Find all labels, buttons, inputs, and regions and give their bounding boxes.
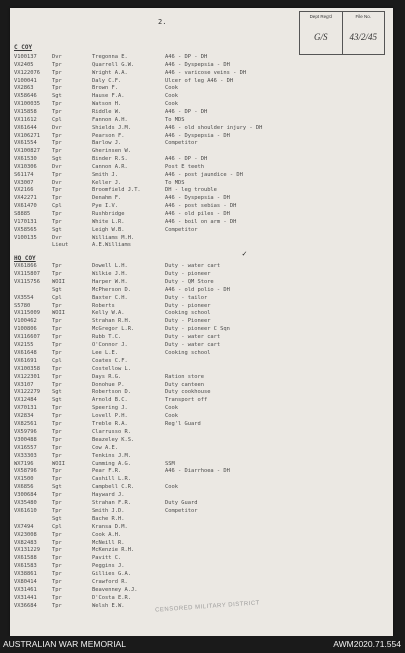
member-name: Leigh W.B. [92, 226, 125, 233]
member-name: Donohue P. [92, 381, 125, 388]
stamp-header-dept: Dept Reg'd [309, 14, 332, 19]
remarks: A46 - Dyspepsia - DH [165, 195, 230, 202]
remarks: Duty canteen [165, 381, 204, 388]
watermark-stamp: CENSORED MILITARY DISTRICT [154, 600, 261, 614]
member-name: White L.R. [92, 218, 125, 225]
rank: Tpr [52, 326, 62, 333]
member-name: Pearson F. [92, 132, 125, 139]
rank: Tpr [52, 349, 62, 356]
remarks: Duty cookhouse [165, 389, 211, 396]
service-number: VX6856 [14, 484, 34, 491]
service-number: VX58646 [14, 93, 37, 100]
service-number: VX100035 [14, 101, 40, 108]
rank: Tpr [52, 405, 62, 412]
rank: Tpr [52, 218, 62, 225]
rank: Tpr [52, 148, 62, 155]
rank: Cpl [52, 203, 62, 210]
service-number: V300684 [14, 492, 37, 499]
member-name: Binder R.S. [92, 156, 128, 163]
member-name: Smith J. [92, 171, 118, 178]
page-number: 2. [158, 18, 167, 26]
rank: Tpr [52, 436, 62, 443]
service-number: VX82483 [14, 539, 37, 546]
member-name: Gherinsen W. [92, 148, 131, 155]
rank: Cpl [52, 357, 62, 364]
member-name: Shields J.M. [92, 124, 131, 131]
remarks: A46 - post sebias - DH [165, 203, 237, 210]
remarks: To MDS [165, 116, 185, 123]
rank: Tpr [52, 85, 62, 92]
remarks: Duty Guard [165, 500, 198, 506]
service-number: VX31461 [14, 586, 37, 593]
member-name: Keller J. [92, 179, 122, 186]
service-number: VX3107 [14, 381, 34, 388]
member-name: Pavitt C. [92, 555, 122, 562]
service-number: S61174 [14, 171, 34, 178]
remarks: Cook [165, 101, 178, 108]
stamp-value-dept: G/S [314, 32, 328, 42]
member-name: Strahan R.H. [92, 318, 131, 325]
remarks: Duty - pioneer C Sqn [165, 326, 230, 333]
rank: Tpr [52, 171, 62, 178]
rank: Dvr [52, 124, 62, 131]
remarks: Duty - tailor [165, 294, 208, 301]
rank: Tpr [52, 594, 62, 601]
member-name: McGregor L.R. [92, 326, 135, 333]
remarks: SSM [165, 460, 175, 467]
remarks: Cooking school [165, 310, 211, 317]
member-name: Hause F.A. [92, 93, 125, 100]
service-number: VX80414 [14, 579, 37, 585]
service-number: V170131 [14, 218, 37, 225]
service-number: VX100358 [14, 365, 40, 372]
remarks: Ulcer of leg A46 - DH [165, 77, 234, 84]
rank: Tpr [52, 507, 62, 514]
member-name: Bache R.H. [92, 515, 125, 522]
rank: Dvr [52, 163, 62, 170]
rank: Sgt [52, 93, 62, 100]
remarks: Cook [165, 93, 178, 100]
member-name: Cannon A.R. [92, 163, 128, 170]
member-name: Costellow L. [92, 365, 131, 372]
rank: Tpr [52, 342, 62, 348]
service-number: VX36684 [14, 602, 37, 609]
service-number: VX11612 [14, 116, 37, 123]
member-name: Rubb T.C. [92, 334, 122, 341]
remarks: Competitor [165, 226, 198, 233]
member-name: A.E.Williams [92, 242, 131, 249]
service-number: VX58796 [14, 468, 37, 475]
member-name: Speering J. [92, 405, 128, 412]
service-number: VX115009 [14, 310, 40, 317]
member-name: Cumming A.G. [92, 460, 131, 467]
service-number: VX2405 [14, 61, 34, 68]
footer-institution: AUSTRALIAN WAR MEMORIAL [3, 639, 126, 649]
member-name: Strahan F.R. [92, 500, 131, 506]
rank: Dvr [52, 234, 62, 241]
member-name: Lee L.E. [92, 349, 118, 356]
service-number: VX61554 [14, 140, 37, 147]
remarks: Cook [165, 85, 178, 92]
service-number: VX61691 [14, 357, 37, 364]
member-name: Cook A.H. [92, 531, 122, 538]
member-name: Pear F.R. [92, 468, 122, 475]
member-name: D'Costa E.R. [92, 594, 131, 601]
rank: Tpr [52, 579, 62, 585]
member-name: Pye I.V. [92, 203, 118, 210]
service-number: VX61644 [14, 124, 37, 131]
member-name: Treble R.A. [92, 421, 128, 427]
rank: Tpr [52, 270, 62, 277]
member-name: Gillies G.A. [92, 571, 131, 578]
footer-bar [0, 636, 405, 653]
member-name: Quarrell G.W. [92, 61, 135, 68]
member-name: Days R.G. [92, 373, 122, 380]
rank: Tpr [52, 373, 62, 380]
service-number: VX42271 [14, 195, 37, 202]
member-name: Peggins J. [92, 563, 125, 570]
service-number: VX23008 [14, 531, 37, 538]
rank: Tpr [52, 547, 62, 554]
rank: Tpr [52, 187, 62, 194]
remarks: Competitor [165, 140, 198, 147]
member-name: Watson H. [92, 101, 122, 108]
remarks: Cook [165, 484, 178, 491]
service-number: V100462 [14, 318, 37, 325]
rank: WOII [52, 278, 65, 285]
rank: Tpr [52, 318, 62, 325]
member-name: Welsh E.W. [92, 602, 125, 609]
member-name: Wilkie J.H. [92, 270, 128, 277]
service-number: VX59796 [14, 428, 37, 435]
service-number: VX15858 [14, 108, 37, 115]
rank: Tpr [52, 602, 62, 609]
member-name: Wright A.A. [92, 69, 128, 76]
rank: Tpr [52, 452, 62, 459]
service-number: VX58565 [14, 226, 37, 233]
rank: Tpr [52, 531, 62, 538]
rank: Tpr [52, 334, 62, 341]
member-name: Rushbridge [92, 211, 125, 217]
rank: Tpr [52, 211, 62, 217]
stamp-header-file: File No. [355, 14, 371, 19]
service-number: VX82561 [14, 421, 37, 427]
rank: Tpr [52, 563, 62, 570]
rank: Tpr [52, 263, 62, 269]
rank: Tpr [52, 365, 62, 372]
service-number: V300488 [14, 436, 37, 443]
member-name: Riddle W. [92, 108, 122, 115]
rank: Tpr [52, 586, 62, 593]
member-name: Beazeley K.S. [92, 436, 135, 443]
service-number: VX33303 [14, 452, 37, 459]
rank: Tpr [52, 428, 62, 435]
remarks: Competitor [165, 507, 198, 514]
remarks: Duty - water cart [165, 263, 221, 269]
service-number: VX1500 [14, 476, 34, 483]
service-number: VX106271 [14, 132, 40, 139]
rank: Tpr [52, 413, 62, 420]
rank: Tpr [52, 302, 62, 309]
member-name: Tregonna E. [92, 54, 128, 60]
service-number: VX61470 [14, 203, 37, 210]
member-name: Kransa D.M. [92, 523, 128, 530]
service-number: VX12484 [14, 397, 37, 404]
member-name: Arnold B.C. [92, 397, 128, 404]
rank: Sgt [52, 515, 62, 522]
service-number: VX61866 [14, 263, 37, 269]
remarks: Ration store [165, 373, 204, 380]
rank: Sgt [52, 484, 62, 491]
remarks: A46 - old shoulder injury - DH [165, 124, 263, 131]
remarks: A46 - old polio - DH [165, 286, 230, 293]
service-number: VX61610 [14, 507, 37, 514]
rank: Sgt [52, 397, 62, 404]
rank: Cpl [52, 116, 62, 123]
stamp-value-file: 43/2/45 [349, 32, 377, 42]
service-number: VX100827 [14, 148, 40, 155]
remarks: Duty - Pioneer [165, 318, 211, 325]
footer-accession: AWM2020.71.554 [333, 639, 401, 649]
member-name: Cow A.E. [92, 444, 118, 451]
rank: Tpr [52, 421, 62, 427]
rank: Tpr [52, 500, 62, 506]
member-name: Hayward J. [92, 492, 125, 499]
service-number: S5780 [14, 302, 31, 309]
remarks: Cooking school [165, 349, 211, 356]
rank: Tpr [52, 571, 62, 578]
rank: Cpl [52, 523, 62, 530]
member-name: Campbell C.R. [92, 484, 135, 491]
remarks: A46 - DP - DH [165, 156, 208, 163]
rank: Tpr [52, 132, 62, 139]
remarks: Transport off [165, 397, 208, 404]
service-number: VX122076 [14, 69, 40, 76]
member-name: Broomfield J.T. [92, 187, 141, 194]
service-number: VX115756 [14, 278, 40, 285]
service-number: VX31441 [14, 594, 37, 601]
remarks: Duty - QM Store [165, 278, 214, 285]
stamp-col-dept [300, 12, 343, 54]
check-mark-icon: ✓ [242, 249, 247, 258]
service-number: V100135 [14, 234, 37, 241]
service-number: VX61648 [14, 349, 37, 356]
service-number: VX7494 [14, 523, 34, 530]
remarks: A46 - varicose veins - DH [165, 69, 247, 76]
remarks: A46 - Diarrhoea - DH [165, 468, 230, 475]
member-name: Kelly W.A. [92, 310, 125, 317]
remarks: A46 - Dyspepsia - DH [165, 61, 230, 68]
member-name: Denahm F. [92, 195, 122, 202]
member-name: Baxter C.H. [92, 294, 128, 301]
remarks: DH - leg trouble [165, 187, 217, 194]
remarks: Cook [165, 405, 178, 412]
rank: Sgt [52, 156, 62, 163]
rank: WOII [52, 310, 65, 317]
remarks: Post E teeth [165, 163, 204, 170]
member-name: O'Connor J. [92, 342, 128, 348]
remarks: A46 - boil on arm - DH [165, 218, 237, 225]
rank: Sgt [52, 226, 62, 233]
remarks: Duty - water cart [165, 334, 221, 341]
member-name: Fannon A.H. [92, 116, 128, 123]
member-name: Roberts [92, 302, 115, 309]
service-number: V100137 [14, 54, 37, 60]
member-name: Dowell L.H. [92, 263, 128, 269]
service-number: VX61583 [14, 563, 37, 570]
remarks: A46 - DP - DH [165, 108, 208, 115]
rank: Tpr [52, 381, 62, 388]
member-name: Barlow J. [92, 140, 122, 147]
remarks: A46 - DP - DH [165, 54, 208, 60]
member-name: Brown F. [92, 85, 118, 92]
rank: Tpr [52, 140, 62, 147]
member-name: McPherson D. [92, 286, 131, 293]
remarks: To MDS [165, 179, 185, 186]
service-number: VX61530 [14, 156, 37, 163]
remarks: Duty - pioneer [165, 270, 211, 277]
remarks: A46 - old piles - DH [165, 211, 230, 217]
rank: Dvr [52, 54, 62, 60]
registry-stamp [299, 11, 385, 55]
rank: Lieut [52, 242, 69, 249]
document-page [10, 8, 393, 636]
remarks: Duty - water cart [165, 342, 221, 348]
section-title-hq-coy: HQ COY [14, 255, 36, 262]
service-number: VX35480 [14, 500, 37, 506]
remarks: A46 - Dyspepsia - DH [165, 132, 230, 139]
rank: Tpr [52, 77, 62, 84]
service-number: VX38861 [14, 571, 37, 578]
rank: Tpr [52, 195, 62, 202]
rank: WOII [52, 460, 65, 467]
service-number: VX10306 [14, 163, 37, 170]
rank: Tpr [52, 476, 62, 483]
member-name: Crawford R. [92, 579, 128, 585]
rank: Tpr [52, 492, 62, 499]
service-number: VX2155 [14, 342, 34, 348]
service-number: VX16557 [14, 444, 37, 451]
member-name: Beavenney A.J. [92, 586, 138, 593]
service-number: VX131229 [14, 547, 40, 554]
service-number: VX3007 [14, 179, 34, 186]
rank: Tpr [52, 444, 62, 451]
rank: Tpr [52, 61, 62, 68]
rank: Tpr [52, 108, 62, 115]
member-name: McNeill R. [92, 539, 125, 546]
service-number: VX70131 [14, 405, 37, 412]
rank: Sgt [52, 389, 62, 396]
member-name: Robertson D. [92, 389, 131, 396]
rank: Tpr [52, 539, 62, 546]
member-name: Coates C.F. [92, 357, 128, 364]
member-name: Clarrusso R. [92, 428, 131, 435]
service-number: VX3554 [14, 294, 34, 301]
rank: Sgt [52, 286, 62, 293]
service-number: VX122279 [14, 389, 40, 396]
member-name: Smith J.D. [92, 507, 125, 514]
service-number: V100806 [14, 326, 37, 333]
remarks: Cook [165, 413, 178, 420]
member-name: McKenzie R.H. [92, 547, 135, 554]
rank: Cpl [52, 294, 62, 301]
section-title-c-coy: C COY [14, 44, 33, 51]
rank: Tpr [52, 101, 62, 108]
stamp-col-file [343, 12, 385, 54]
rank: Tpr [52, 69, 62, 76]
rank: Tpr [52, 468, 62, 475]
rank: Tpr [52, 555, 62, 562]
member-name: Harper W.H. [92, 278, 128, 285]
service-number: VX61588 [14, 555, 37, 562]
member-name: Williams M.H. [92, 234, 135, 241]
remarks: Reg'l Guard [165, 421, 201, 427]
service-number: VX122301 [14, 373, 40, 380]
service-number: VX115807 [14, 270, 40, 277]
member-name: Lovell P.H. [92, 413, 128, 420]
member-name: Cashill L.R. [92, 476, 131, 483]
service-number: VX2166 [14, 187, 34, 194]
member-name: Daly C.F. [92, 77, 122, 84]
member-name: Tenkins J.M. [92, 452, 131, 459]
rank: Dvr [52, 179, 62, 186]
remarks: Duty - pioneer [165, 302, 211, 309]
service-number: V100041 [14, 77, 37, 84]
service-number: VX2863 [14, 85, 34, 92]
service-number: S8885 [14, 211, 31, 217]
remarks: A46 - post jaundice - DH [165, 171, 243, 178]
service-number: VX116607 [14, 334, 40, 341]
service-number: VX2834 [14, 413, 34, 420]
service-number: WX7196 [14, 460, 34, 467]
